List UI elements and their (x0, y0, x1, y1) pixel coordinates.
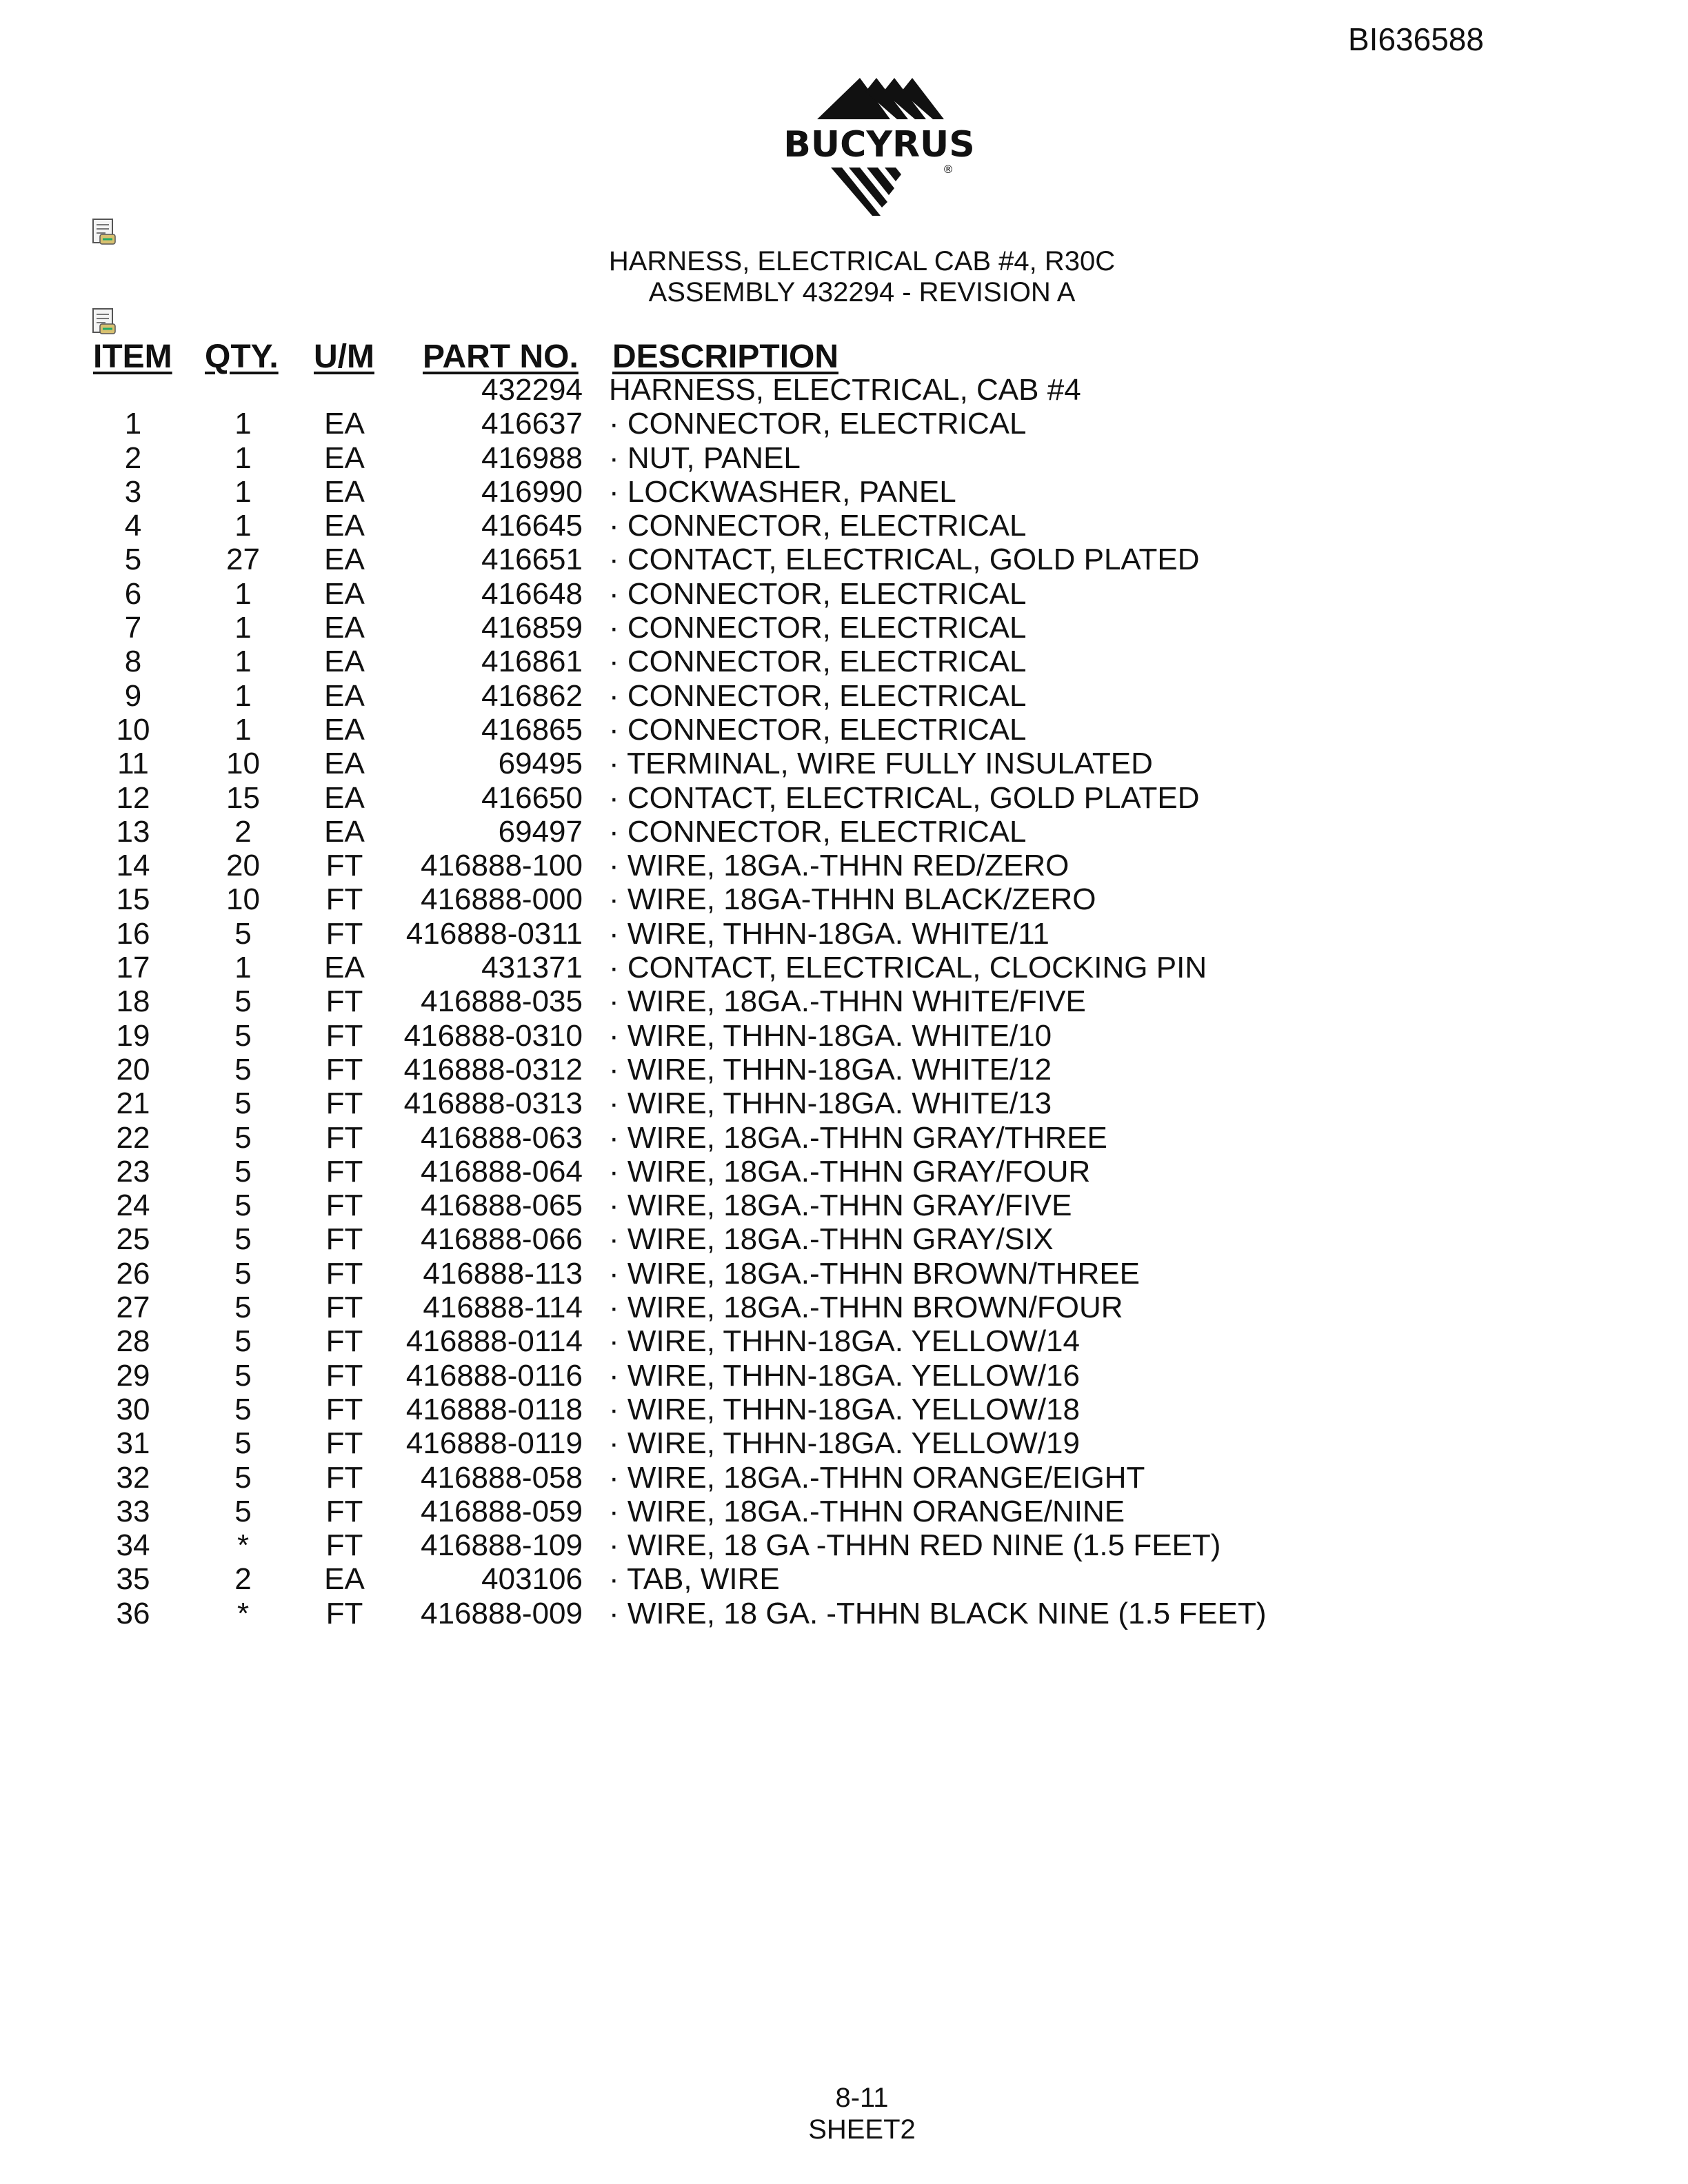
table-row (0, 611, 1688, 645)
table-row (0, 713, 1688, 747)
um-cell: FT (325, 1052, 363, 1086)
description-cell: · WIRE, 18GA.-THHN WHITE/FIVE (609, 984, 1086, 1019)
description-cell: · LOCKWASHER, PANEL (609, 474, 956, 509)
qty-cell: 1 (234, 951, 252, 985)
item-cell: 9 (124, 678, 142, 713)
item-cell: 31 (116, 1426, 150, 1461)
bucyrus-logo (762, 72, 996, 224)
item-cell: 14 (116, 849, 150, 883)
item-cell: 16 (116, 916, 150, 951)
table-row (0, 1461, 1688, 1495)
title-line-2: ASSEMBLY 432294 - REVISION A (648, 277, 1076, 307)
qty-cell: 15 (226, 780, 260, 815)
item-cell: 21 (116, 1086, 150, 1121)
item-cell: 25 (116, 1222, 150, 1257)
um-cell: EA (324, 474, 365, 509)
item-cell: 12 (116, 780, 150, 815)
um-cell: EA (324, 645, 365, 679)
part-number-cell: 416888-063 (421, 1120, 583, 1155)
item-cell: 7 (124, 611, 142, 645)
item-cell: 36 (116, 1596, 150, 1630)
item-cell: 32 (116, 1460, 150, 1495)
item-cell: 11 (117, 747, 149, 781)
header-description: DESCRIPTION (612, 338, 839, 375)
part-number-cell: 416861 (481, 645, 583, 679)
part-number-cell: 403106 (481, 1562, 583, 1597)
table-row (0, 882, 1688, 916)
description-cell: · CONNECTOR, ELECTRICAL (609, 645, 1027, 679)
um-cell: EA (324, 407, 365, 441)
table-row (0, 475, 1688, 509)
part-number-cell: 416888-109 (421, 1528, 583, 1563)
um-cell: EA (324, 780, 365, 815)
table-row (0, 1495, 1688, 1528)
part-number-cell: 416648 (481, 576, 583, 611)
item-cell: 1 (124, 407, 142, 441)
description-cell: · WIRE, 18 GA -THHN RED NINE (1.5 FEET) (609, 1528, 1221, 1563)
description-cell: · CONTACT, ELECTRICAL, GOLD PLATED (609, 780, 1200, 815)
um-cell: FT (325, 1596, 363, 1630)
part-number-cell: 416645 (481, 509, 583, 543)
description-cell: · CONTACT, ELECTRICAL, CLOCKING PIN (609, 951, 1207, 985)
description-cell: · CONNECTOR, ELECTRICAL (609, 814, 1027, 849)
um-cell: FT (325, 1018, 363, 1053)
um-cell: FT (325, 1358, 363, 1393)
parts-table-body (0, 373, 1688, 1630)
qty-cell: 1 (234, 576, 252, 611)
part-number-cell: 416888-0311 (405, 916, 583, 951)
table-row (0, 1086, 1688, 1120)
item-cell: 18 (116, 984, 150, 1019)
part-number-cell: 431371 (481, 951, 583, 985)
part-number-cell: 416888-0116 (405, 1358, 583, 1393)
table-row (0, 441, 1688, 475)
description-cell: · WIRE, THHN-18GA. WHITE/13 (609, 1086, 1052, 1121)
qty-cell: 1 (234, 407, 252, 441)
qty-cell: 5 (234, 1358, 252, 1393)
part-number-cell: 416888-009 (421, 1596, 583, 1630)
header-item: ITEM (93, 338, 172, 375)
item-cell: 22 (116, 1120, 150, 1155)
header-part-no: PART NO. (423, 338, 579, 375)
description-cell: · WIRE, THHN-18GA. YELLOW/19 (609, 1426, 1080, 1461)
item-cell: 30 (116, 1392, 150, 1426)
qty-cell: 2 (234, 814, 252, 849)
um-cell: FT (325, 1086, 363, 1121)
part-number-cell: 416888-0119 (405, 1426, 583, 1461)
description-cell: · CONNECTOR, ELECTRICAL (609, 509, 1027, 543)
description-cell: · WIRE, THHN-18GA. YELLOW/16 (609, 1358, 1080, 1393)
qty-cell: 2 (234, 1562, 252, 1597)
table-row (0, 543, 1688, 576)
part-number-cell: 416865 (481, 712, 583, 747)
part-number-cell: 416888-065 (421, 1189, 583, 1223)
um-cell: EA (324, 611, 365, 645)
description-cell: · WIRE, 18GA.-THHN GRAY/SIX (609, 1222, 1054, 1257)
um-cell: FT (325, 1291, 363, 1325)
description-cell: · WIRE, 18 GA. -THHN BLACK NINE (1.5 FEET) (609, 1596, 1267, 1630)
um-cell: EA (324, 576, 365, 611)
description-cell: · TAB, WIRE (609, 1562, 780, 1597)
qty-cell: * (237, 1528, 250, 1563)
part-number-cell: 416888-0310 (403, 1018, 583, 1053)
part-number-cell: 416888-000 (421, 882, 583, 917)
um-cell: FT (325, 849, 363, 883)
description-cell: · WIRE, THHN-18GA. YELLOW/14 (609, 1324, 1080, 1359)
header-um: U/M (314, 338, 374, 375)
table-row (0, 1291, 1688, 1324)
um-cell: FT (325, 882, 363, 917)
part-number-cell: 416888-114 (423, 1291, 583, 1325)
part-number-cell: 69495 (498, 747, 583, 781)
attachment-icon[interactable] (90, 218, 118, 247)
description-cell: · CONNECTOR, ELECTRICAL (609, 407, 1027, 441)
item-cell: 4 (124, 509, 142, 543)
um-cell: FT (325, 916, 363, 951)
table-row (0, 407, 1688, 441)
qty-cell: 1 (234, 509, 252, 543)
part-number-cell: 416859 (481, 611, 583, 645)
item-cell: 26 (116, 1256, 150, 1291)
part-number-cell: 416637 (481, 407, 583, 441)
qty-cell: 5 (234, 1222, 252, 1257)
qty-cell: 5 (234, 1291, 252, 1325)
um-cell: FT (325, 1189, 363, 1223)
qty-cell: 5 (234, 1154, 252, 1189)
description-cell: · WIRE, 18GA.-THHN BROWN/THREE (609, 1256, 1141, 1291)
um-cell: EA (324, 509, 365, 543)
table-row (0, 1155, 1688, 1189)
part-number-cell: 416888-0312 (403, 1052, 583, 1086)
document-title (0, 246, 1688, 308)
um-cell: EA (324, 712, 365, 747)
part-number-cell: 416888-0313 (403, 1086, 583, 1121)
part-number-cell: 432294 (481, 373, 583, 407)
item-cell: 2 (124, 441, 142, 475)
part-number-cell: 416888-058 (421, 1460, 583, 1495)
qty-cell: 5 (234, 1460, 252, 1495)
qty-cell: * (237, 1596, 250, 1630)
item-cell: 35 (116, 1562, 150, 1597)
description-cell: · WIRE, 18GA.-THHN ORANGE/NINE (609, 1494, 1125, 1528)
item-cell: 13 (116, 814, 150, 849)
table-row (0, 1053, 1688, 1086)
description-cell: · WIRE, THHN-18GA. YELLOW/18 (609, 1392, 1080, 1426)
um-cell: FT (325, 984, 363, 1019)
part-number-cell: 416888-100 (421, 849, 583, 883)
item-cell: 15 (116, 882, 150, 917)
part-number-cell: 416888-113 (423, 1256, 583, 1291)
qty-cell: 5 (234, 1494, 252, 1528)
part-number-cell: 416988 (481, 441, 583, 475)
item-cell: 8 (124, 645, 142, 679)
qty-cell: 5 (234, 1256, 252, 1291)
um-cell: EA (324, 678, 365, 713)
qty-cell: 1 (234, 645, 252, 679)
item-cell: 28 (116, 1324, 150, 1359)
table-row (0, 1019, 1688, 1053)
qty-cell: 1 (234, 441, 252, 475)
qty-cell: 27 (226, 543, 260, 577)
description-cell: · TERMINAL, WIRE FULLY INSULATED (609, 747, 1153, 781)
part-number-cell: 416888-059 (421, 1494, 583, 1528)
qty-cell: 5 (234, 1189, 252, 1223)
item-cell: 33 (116, 1494, 150, 1528)
item-cell: 27 (116, 1291, 150, 1325)
table-row (0, 1359, 1688, 1393)
table-row (0, 1528, 1688, 1562)
table-row (0, 984, 1688, 1018)
description-cell: · WIRE, 18GA.-THHN GRAY/FIVE (609, 1189, 1072, 1223)
um-cell: FT (325, 1460, 363, 1495)
um-cell: FT (325, 1324, 363, 1359)
qty-cell: 5 (234, 916, 252, 951)
um-cell: EA (324, 951, 365, 985)
sheet-label: SHEET2 (808, 2114, 916, 2145)
qty-cell: 20 (226, 849, 260, 883)
description-cell: · CONNECTOR, ELECTRICAL (609, 712, 1027, 747)
item-cell: 24 (116, 1189, 150, 1223)
description-cell: · CONTACT, ELECTRICAL, GOLD PLATED (609, 543, 1200, 577)
um-cell: FT (325, 1154, 363, 1189)
part-number-cell: 416888-066 (421, 1222, 583, 1257)
um-cell: FT (325, 1426, 363, 1461)
um-cell: EA (324, 814, 365, 849)
qty-cell: 1 (234, 474, 252, 509)
table-row (0, 645, 1688, 678)
part-number-cell: 416888-064 (421, 1154, 583, 1189)
qty-cell: 1 (234, 678, 252, 713)
description-cell: · WIRE, 18GA.-THHN GRAY/THREE (609, 1120, 1107, 1155)
part-number-cell: 416650 (481, 780, 583, 815)
description-cell: · WIRE, THHN-18GA. WHITE/10 (609, 1018, 1052, 1053)
description-cell: · WIRE, THHN-18GA. WHITE/12 (609, 1052, 1052, 1086)
qty-cell: 5 (234, 1018, 252, 1053)
qty-cell: 5 (234, 1324, 252, 1359)
table-row (0, 679, 1688, 713)
um-cell: FT (325, 1528, 363, 1563)
table-row (0, 951, 1688, 984)
um-cell: FT (325, 1392, 363, 1426)
qty-cell: 5 (234, 1086, 252, 1121)
um-cell: FT (325, 1256, 363, 1291)
logo-text: BUCYRUS (783, 124, 975, 165)
table-row (0, 1324, 1688, 1358)
um-cell: EA (324, 441, 365, 475)
description-cell: · CONNECTOR, ELECTRICAL (609, 576, 1027, 611)
attachment-icon[interactable] (90, 307, 118, 336)
item-cell: 20 (116, 1052, 150, 1086)
um-cell: FT (325, 1222, 363, 1257)
table-row (0, 373, 1688, 407)
description-cell: · CONNECTOR, ELECTRICAL (609, 678, 1027, 713)
table-row (0, 1189, 1688, 1222)
page-number: 8-11 (835, 2083, 889, 2113)
qty-cell: 5 (234, 1052, 252, 1086)
qty-cell: 1 (234, 611, 252, 645)
um-cell: FT (325, 1120, 363, 1155)
description-cell: · WIRE, 18GA-THHN BLACK/ZERO (609, 882, 1096, 917)
description-cell: · WIRE, 18GA.-THHN RED/ZERO (609, 849, 1069, 883)
qty-cell: 5 (234, 1120, 252, 1155)
table-row (0, 1222, 1688, 1256)
description-cell: · WIRE, 18GA.-THHN GRAY/FOUR (609, 1154, 1091, 1189)
part-number-cell: 416651 (481, 543, 583, 577)
item-cell: 3 (124, 474, 142, 509)
part-number-cell: 416990 (481, 474, 583, 509)
table-row (0, 747, 1688, 780)
item-cell: 19 (116, 1018, 150, 1053)
header-qty: QTY. (205, 338, 279, 375)
title-line-1: HARNESS, ELECTRICAL CAB #4, R30C (608, 246, 1116, 276)
table-row (0, 1393, 1688, 1426)
qty-cell: 5 (234, 1392, 252, 1426)
um-cell: EA (324, 747, 365, 781)
table-row (0, 1426, 1688, 1460)
qty-cell: 10 (226, 882, 260, 917)
item-cell: 34 (116, 1528, 150, 1563)
registered-mark: ® (943, 163, 954, 176)
table-row (0, 917, 1688, 951)
part-number-cell: 416862 (481, 678, 583, 713)
table-row (0, 509, 1688, 543)
item-cell: 5 (124, 543, 142, 577)
table-row (0, 849, 1688, 882)
description-cell: HARNESS, ELECTRICAL, CAB #4 (609, 373, 1081, 407)
part-number-cell: 416888-0118 (405, 1392, 583, 1426)
um-cell: EA (324, 1562, 365, 1597)
page-footer (0, 2082, 1688, 2145)
um-cell: EA (324, 543, 365, 577)
qty-cell: 5 (234, 1426, 252, 1461)
description-cell: · CONNECTOR, ELECTRICAL (609, 611, 1027, 645)
table-row (0, 781, 1688, 815)
um-cell: FT (325, 1494, 363, 1528)
item-cell: 10 (116, 712, 150, 747)
description-cell: · WIRE, 18GA.-THHN ORANGE/EIGHT (609, 1460, 1145, 1495)
table-row (0, 577, 1688, 611)
document-id: BI636588 (1348, 21, 1484, 57)
part-number-cell: 416888-035 (421, 984, 583, 1019)
part-number-cell: 69497 (498, 814, 583, 849)
table-row (0, 815, 1688, 849)
qty-cell: 10 (226, 747, 260, 781)
table-row (0, 1562, 1688, 1596)
description-cell: · NUT, PANEL (609, 441, 801, 475)
table-row (0, 1121, 1688, 1155)
table-row (0, 1597, 1688, 1630)
description-cell: · WIRE, 18GA.-THHN BROWN/FOUR (609, 1291, 1123, 1325)
table-row (0, 1257, 1688, 1291)
item-cell: 17 (116, 951, 150, 985)
item-cell: 29 (116, 1358, 150, 1393)
qty-cell: 5 (234, 984, 252, 1019)
qty-cell: 1 (234, 712, 252, 747)
description-cell: · WIRE, THHN-18GA. WHITE/11 (609, 916, 1049, 951)
item-cell: 23 (116, 1154, 150, 1189)
item-cell: 6 (124, 576, 142, 611)
part-number-cell: 416888-0114 (405, 1324, 583, 1359)
